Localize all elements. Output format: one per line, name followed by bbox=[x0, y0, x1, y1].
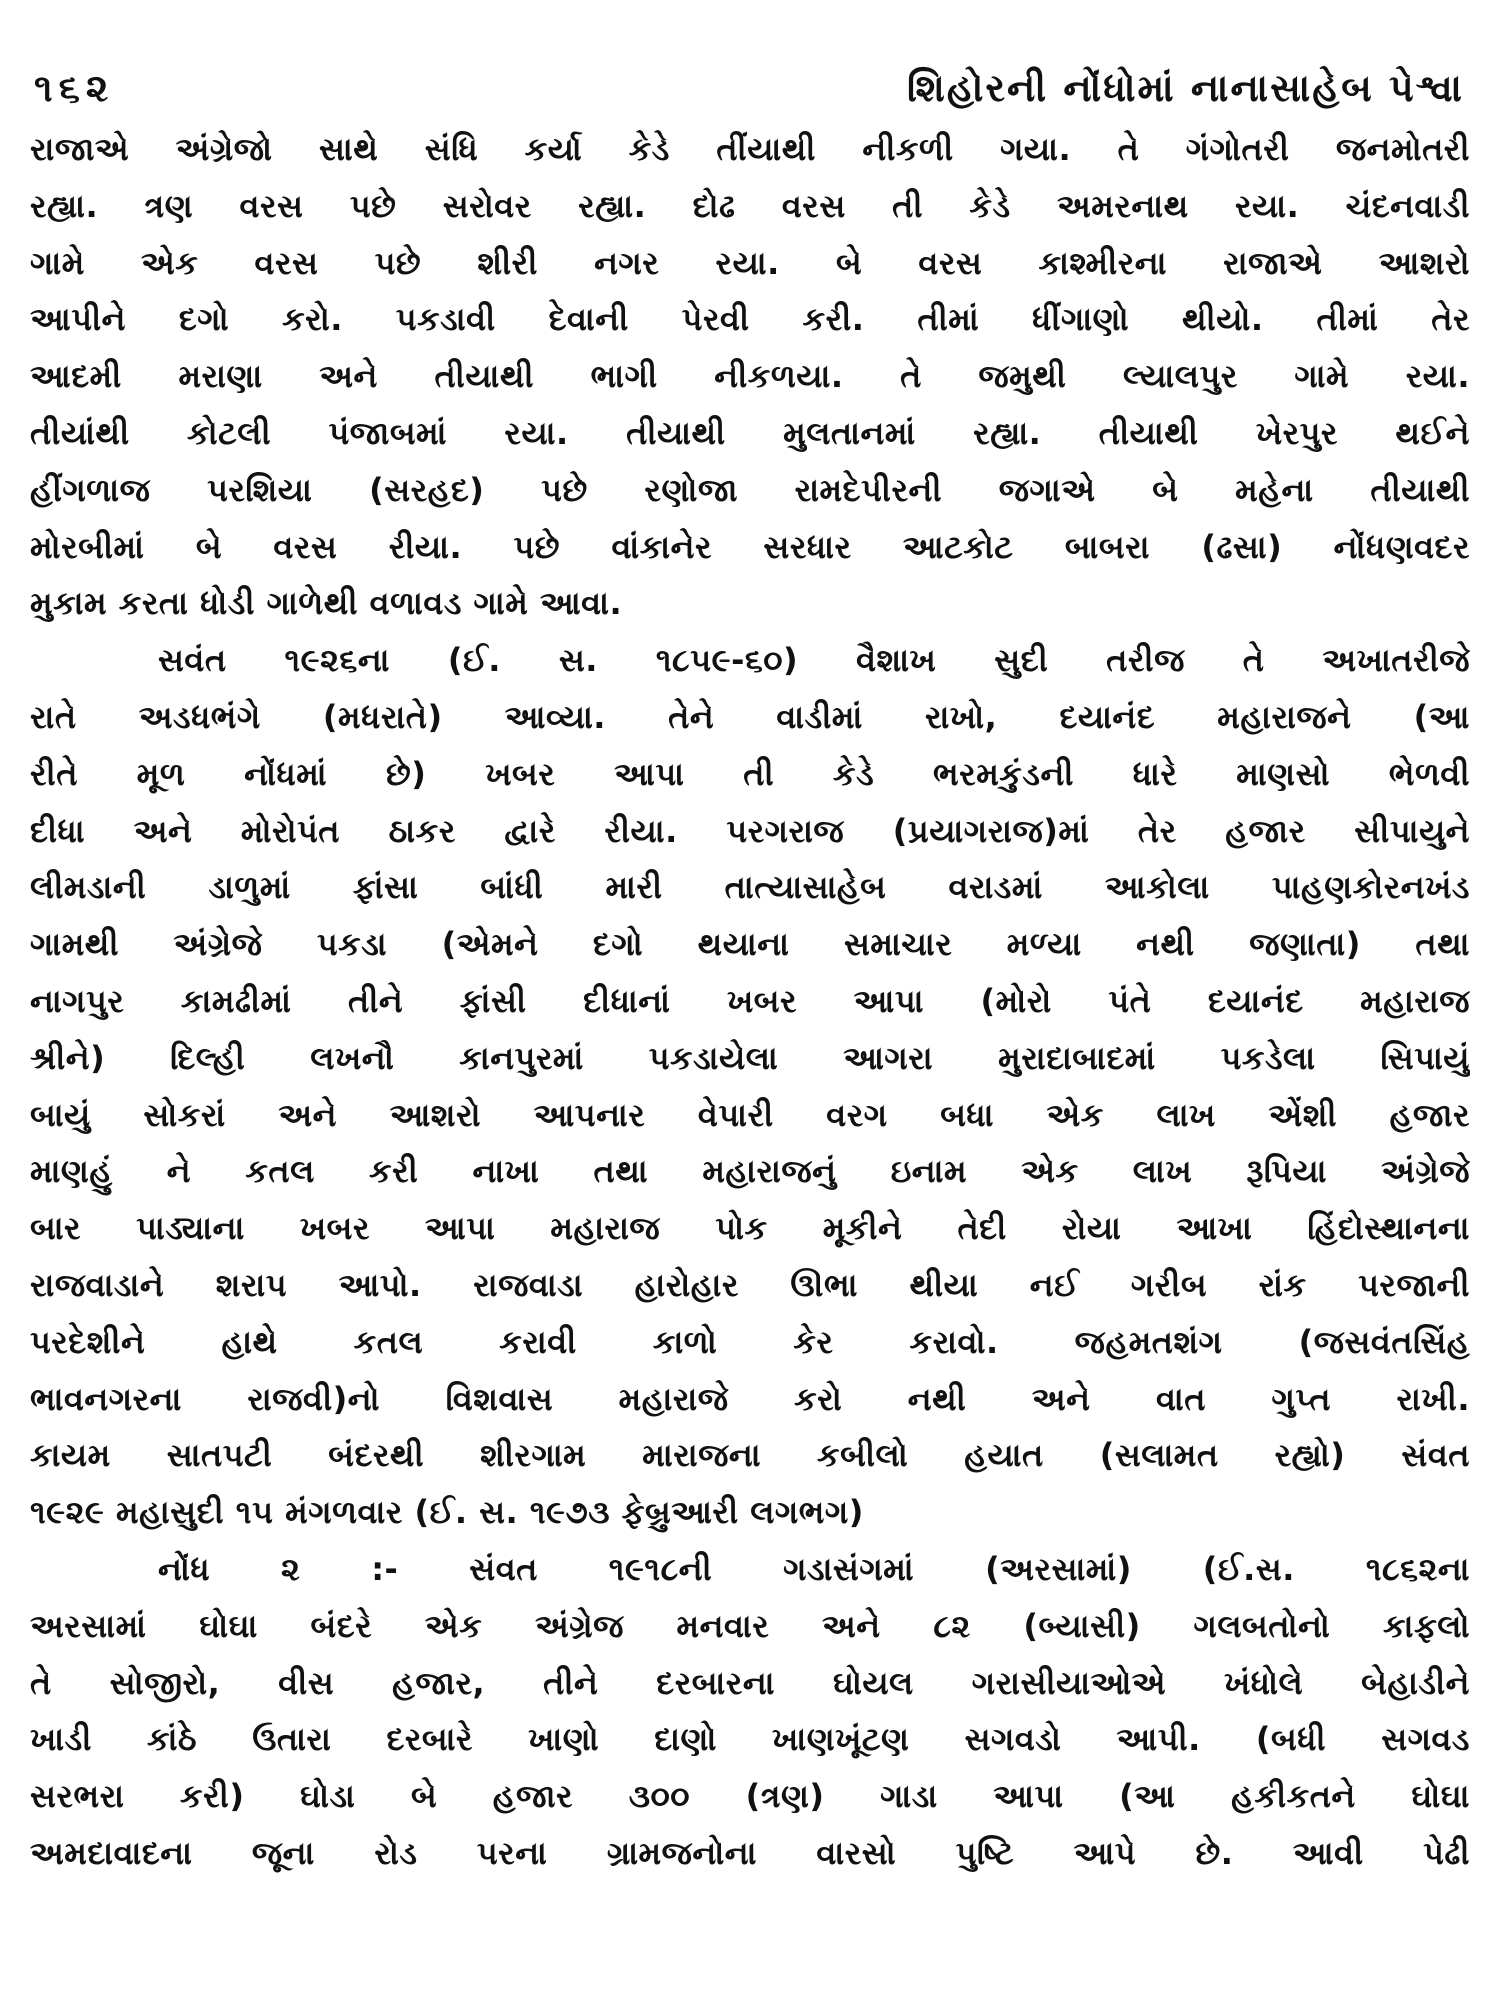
text-line: દીધા અને મોરોપંત ઠાકર દ્વારે રીયા. પરગરાજ (પ્રયાગરાજ)માં તેર હજાર સીપાયુને bbox=[30, 811, 1470, 850]
text-line: મોરબીમાં બે વરસ રીયા. પછે વાંકાનેર સરધાર આટકોટ બાબરા (ઢસા) નોંધણવદર bbox=[30, 527, 1470, 566]
text-line: રહ્યા. ત્રણ વરસ પછે સરોવર રહ્યા. દોઢ વરસ તી કેડે અમરનાથ રયા. ચંદનવાડી bbox=[30, 186, 1470, 225]
text-line: મુકામ કરતા ધોડી ગાળેથી વળાવડ ગામે આવા. bbox=[30, 584, 623, 623]
text-line: નોંધ ૨ :- સંવત ૧૯૧૮ની ગડાસંગમાં (અરસામાં) (ઈ.સ. ૧૮૬૨ના bbox=[158, 1549, 1470, 1588]
text-line: ૧૯૨૯ મહાસુદી ૧૫ મંગળવાર (ઈ. સ. ૧૯૭૩ ફેબ્રુઆરી લગભગ) bbox=[30, 1493, 864, 1532]
page-header bbox=[30, 58, 1470, 118]
text-line: રીતે મૂળ નોંધમાં છે) ખબર આપા તી કેડે ભરમકુંડની ધારે માણસો ભેળવી bbox=[30, 754, 1470, 793]
paragraph-2 bbox=[30, 632, 1470, 1541]
text-line: શ્રીને) દિલ્હી લખનૌ કાનપુરમાં પકડાયેલા આગરા મુરાદાબાદમાં પકડેલા સિપાયું bbox=[30, 1038, 1470, 1077]
text-line: ભાવનગરના રાજવી)નો વિશવાસ મહારાજે કરો નથી અને વાત ગુપ્ત રાખી. bbox=[30, 1379, 1470, 1418]
text-line: સરભરા કરી) ઘોડા બે હજાર ૩૦૦ (ત્રણ) ગાડા આપા (આ હકીકતને ઘોઘા bbox=[30, 1777, 1470, 1816]
page-number: ૧૬૨ bbox=[34, 65, 115, 110]
text-line: કાયમ સાતપટી બંદરથી શીરગામ મારાજના કબીલો હયાત (સલામત રહ્યો) સંવત bbox=[30, 1436, 1470, 1475]
text-line: અરસામાં ઘોઘા બંદરે એક અંગ્રેજ મનવાર અને ૮૨ (બ્યાસી) ગલબતોનો કાફલો bbox=[30, 1606, 1470, 1645]
text-line: તે સોજીરો, વીસ હજાર, તીને દરબારના ઘોયલ ગરાસીયાઓએ ખંધોલે બેહાડીને bbox=[30, 1663, 1470, 1702]
text-line: અમદાવાદના જૂના રોડ પરના ગ્રામજનોના વારસો પુષ્ટિ આપે છે. આવી પેઢી bbox=[30, 1833, 1470, 1872]
text-line: આદમી મરાણા અને તીયાથી ભાગી નીકળયા. તે જમુથી લ્યાલપુર ગામે રયા. bbox=[30, 357, 1470, 396]
text-line: આપીને દગો કરો. પકડાવી દેવાની પેરવી કરી. તીમાં ધીંગાણો થીયો. તીમાં તેર bbox=[30, 300, 1470, 339]
text-line: પરદેશીને હાથે કતલ કરાવી કાળો કેર કરાવો. જહમતશંગ (જસવંતસિંહ bbox=[30, 1322, 1470, 1361]
text-line: રાજાએ અંગ્રેજો સાથે સંધિ કર્યા કેડે તીંયાથી નીકળી ગયા. તે ગંગોતરી જનમોતરી bbox=[30, 130, 1470, 168]
text-line: નાગપુર કામઢીમાં તીને ફાંસી દીધાનાં ખબર આપા (મોરો પંતે દયાનંદ મહારાજ bbox=[30, 981, 1470, 1020]
text-line: ગામથી અંગ્રેજે પકડા (એમને દગો થયાના સમાચાર મળ્યા નથી જણાતા) તથા bbox=[30, 925, 1470, 964]
text-line: માણહું ને કતલ કરી નાખા તથા મહારાજનું ઇનામ એક લાખ રૂપિયા અંગ્રેજે bbox=[30, 1152, 1470, 1191]
text-line: ખાડી કાંઠે ઉતારા દરબારે ખાણો દાણો ખાણખૂંટણ સગવડો આપી. (બધી સગવડ bbox=[30, 1720, 1470, 1759]
text-line: બાયું સોકરાં અને આશરો આપનાર વેપારી વરગ બધા એક લાખ એંશી હજાર bbox=[30, 1095, 1470, 1134]
text-line: સવંત ૧૯૨૬ના (ઈ. સ. ૧૮૫૯-૬૦) વૈશાખ સુદી તરીજ તે અખાતરીજે bbox=[158, 641, 1470, 680]
paragraph-1 bbox=[30, 121, 1470, 632]
text-line: ગામે એક વરસ પછે શીરી નગર રયા. બે વરસ કાશ્મીરના રાજાએ આશરો bbox=[30, 243, 1470, 282]
book-page bbox=[30, 0, 1470, 2000]
paragraph-3 bbox=[30, 1541, 1470, 1882]
text-line: તીયાંથી કોટલી પંજાબમાં રયા. તીયાથી મુલતાનમાં રહ્યા. તીયાથી ખેરપુર થઈને bbox=[30, 413, 1470, 452]
text-line: બાર પાડ્યાના ખબર આપા મહારાજ પોક મૂકીને તેદી રોયા આખા હિંદોસ્થાનના bbox=[30, 1209, 1470, 1248]
text-line: રાતે અડધભંગે (મધરાતે) આવ્યા. તેને વાડીમાં રાખો, દયાનંદ મહારાજને (આ bbox=[30, 697, 1470, 736]
text-line: લીમડાની ડાળુમાં ફાંસા બાંધી મારી તાત્યાસાહેબ વરાડમાં આકોલા પાહણકોરનખંડ bbox=[30, 868, 1470, 907]
text-line: રાજવાડાને શરાપ આપો. રાજવાડા હારોહાર ઊભા થીયા નઈ ગરીબ રાંક પરજાની bbox=[30, 1265, 1470, 1304]
text-line: હીંગળાજ પરશિયા (સરહદ) પછે રણોજા રામદેપીરની જગાએ બે મહેના તીયાથી bbox=[30, 470, 1470, 509]
running-title: શિહોરની નોંધોમાં નાનાસાહેબ પેશ્વા bbox=[906, 65, 1464, 110]
body-text bbox=[30, 121, 1470, 1882]
